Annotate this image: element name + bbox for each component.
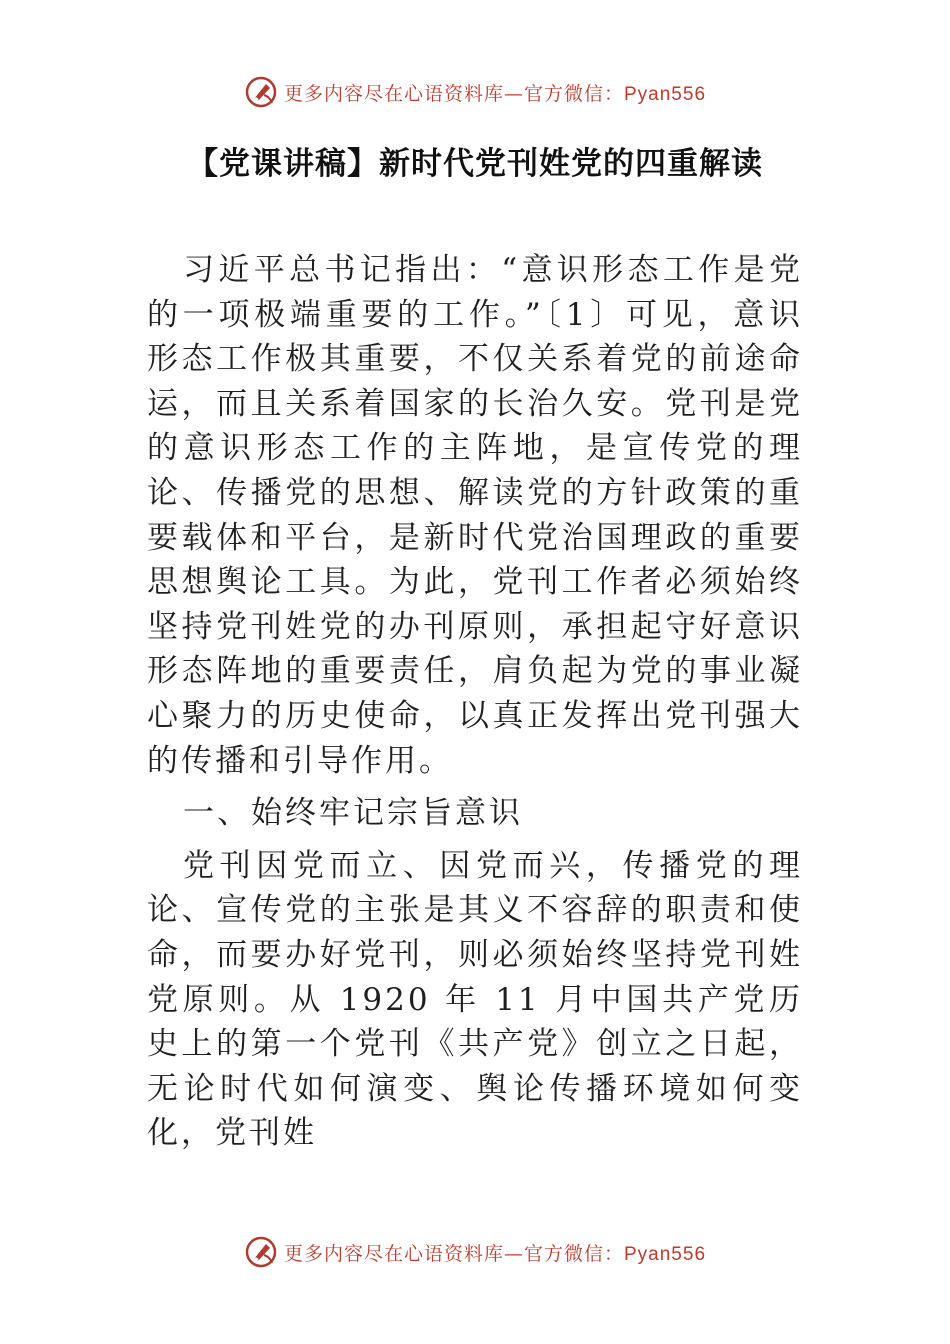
- watermark-slogan: 更多内容尽在心语资料库—官方微信：: [283, 82, 624, 105]
- pen-nib-logo-icon: [244, 1235, 278, 1269]
- intro-paragraph: 习近平总书记指出：“意识形态工作是党的一项极端重要的工作。”〔1〕可见，意识形态工作极其重要，不仅关系着党的前途命运，而且关系着国家的长治久安。党刊是党的意识形态工作的主阵地，是宣传党的理论、传播党的思想、解读党的方针政策的重要载体和平台，是新时代党治国理政的重要思想舆论工具。为此，党刊工作者必须始终坚持党刊姓党的办刊原则，承担起守好意识形态阵地的重要责任，肩负起为党的事业凝心聚力的历史使命，以真正发挥出党刊强大的传播和引导作用。: [147, 252, 803, 779]
- document-title: 【党课讲稿】新时代党刊姓党的四重解读: [187, 146, 763, 182]
- section-paragraph: 党刊因党而立、因党而兴，传播党的理论、宣传党的主张是其义不容辞的职责和使命，而要办好党刊，则必须始终坚持党刊姓党原则。从 1920 年 11 月中国共产党历史上的第一个党刊《共产党》创立之日起，无论时代如何演变、舆论传播环境如何变化，党刊姓: [147, 847, 803, 1152]
- footer-watermark: [0, 1232, 950, 1272]
- watermark-account: Pyan556: [624, 83, 707, 105]
- section-heading: 一、始终牢记宗旨意识: [183, 795, 523, 832]
- watermark-text: [284, 1239, 706, 1266]
- watermark-account: Pyan556: [624, 1243, 707, 1265]
- header-watermark: [0, 72, 950, 112]
- watermark-slogan: 更多内容尽在心语资料库—官方微信：: [283, 1242, 624, 1265]
- pen-nib-logo-icon: [244, 75, 278, 109]
- watermark-text: [284, 79, 706, 106]
- document-body: [147, 248, 803, 1156]
